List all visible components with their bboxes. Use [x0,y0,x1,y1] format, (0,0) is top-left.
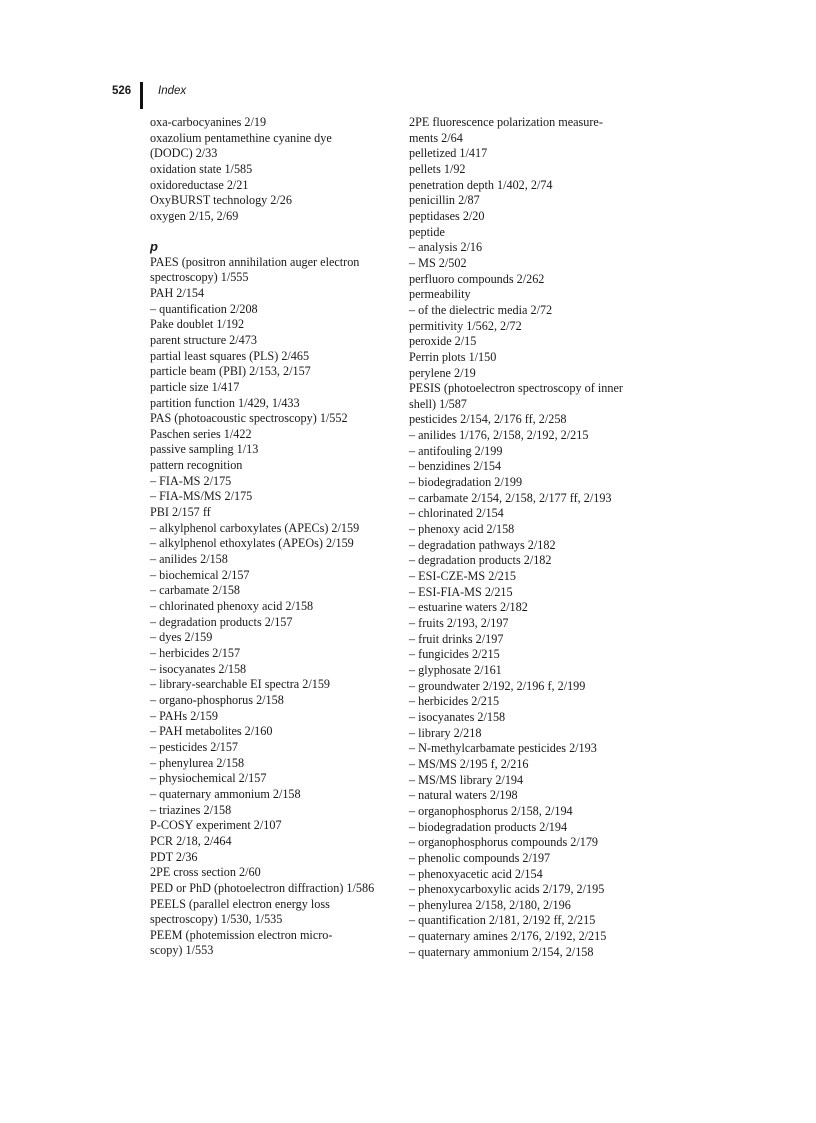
index-entry: PEELS (parallel electron energy loss [150,896,330,911]
section-letter: p [150,238,158,254]
index-entry: PCR 2/18, 2/464 [150,833,232,848]
index-entry: – biodegradation 2/199 [409,475,523,490]
index-entry: – FIA-MS/MS 2/175 [150,489,253,504]
index-entry: – PAHs 2/159 [150,708,218,723]
index-entry: – benzidines 2/154 [409,459,502,474]
index-entry: penicillin 2/87 [409,193,480,208]
running-head: Index [158,85,187,97]
index-entry: PAS (photoacoustic spectroscopy) 1/552 [150,411,348,426]
index-entry: – chlorinated phenoxy acid 2/158 [150,599,314,614]
index-group-o [150,115,400,225]
index-entry: PESIS (photoelectron spectroscopy of inner [409,381,623,396]
index-entry: permeability [409,287,471,302]
index-entry: – herbicides 2/157 [150,646,241,660]
index-entry: – anilides 2/158 [150,552,228,567]
index-entry: – organo-phosphorus 2/158 [150,692,284,707]
index-entry: – MS 2/502 [409,255,467,270]
index-entry: – N-methylcarbamate pesticides 2/193 [409,741,597,756]
index-entry: parent structure 2/473 [150,332,257,347]
index-entry: 2PE cross section 2/60 [150,865,261,880]
index-entry: penetration depth 1/402, 2/74 [409,177,553,192]
index-entry: – natural waters 2/198 [409,788,518,803]
index-entry: PED or PhD (photoelectron diffraction) 1/586 [150,880,375,895]
index-entry: – biodegradation products 2/194 [409,819,568,834]
index-entry: P-COSY experiment 2/107 [150,818,282,833]
page-number: 526 [112,85,132,97]
index-entry: oxa-carbocyanines 2/19 [150,115,267,129]
header-rule [140,82,143,109]
index-entry: – herbicides 2/215 [409,694,500,709]
index-entry: – phenylurea 2/158, 2/180, 2/196 [409,897,571,912]
index-entry: – organophosphorus 2/158, 2/194 [409,803,573,818]
index-entry: perfluoro compounds 2/262 [409,271,545,286]
index-entry: – groundwater 2/192, 2/196 f, 2/199 [409,678,586,693]
index-entry: scopy) 1/553 [150,943,214,958]
index-column-right [409,115,659,960]
index-entry: – triazines 2/158 [150,802,232,817]
index-entry: particle size 1/417 [150,379,240,394]
index-entry: – ESI-CZE-MS 2/215 [409,569,516,584]
index-entry: – dyes 2/159 [150,630,213,645]
index-entry: pellets 1/92 [409,161,466,176]
index-entry: 2PE fluorescence polarization measure- [409,115,603,129]
index-entry: peroxide 2/15 [409,334,477,349]
index-entry: – degradation products 2/182 [409,553,552,568]
index-entry: PEEM (photemission electron micro- [150,927,333,942]
index-group-p-continued [409,115,659,960]
index-entry: Perrin plots 1/150 [409,349,497,364]
index-entry: passive sampling 1/13 [150,442,259,457]
index-entry: particle beam (PBI) 2/153, 2/157 [150,364,311,379]
index-entry: – degradation pathways 2/182 [409,537,556,552]
index-entry: – chlorinated 2/154 [409,506,504,521]
index-entry: – MS/MS library 2/194 [409,772,524,787]
index-entry: – fruit drinks 2/197 [409,631,504,646]
index-entry: shell) 1/587 [409,396,467,411]
index-entry: – biochemical 2/157 [150,567,250,582]
index-entry: – MS/MS 2/195 f, 2/216 [409,756,529,771]
index-entry: – fruits 2/193, 2/197 [409,616,509,630]
index-entry: – organophosphorus compounds 2/179 [409,835,599,850]
index-entry: – alkylphenol ethoxylates (APEOs) 2/159 [150,536,354,551]
index-entry: oxazolium pentamethine cyanine dye [150,130,332,145]
index-entry: spectroscopy) 1/555 [150,270,249,285]
index-entry: pattern recognition [150,458,243,473]
index-entry: – quantification 2/181, 2/192 ff, 2/215 [409,913,596,928]
index-entry: oxidoreductase 2/21 [150,177,249,192]
index-entry: – antifouling 2/199 [409,443,503,458]
index-entry: – anilides 1/176, 2/158, 2/192, 2/215 [409,428,589,443]
index-entry: pesticides 2/154, 2/176 ff, 2/258 [409,412,567,427]
index-entry: – isocyanates 2/158 [409,709,506,724]
index-entry: PAES (positron annihilation auger electron [150,254,360,269]
index-entry: peptidases 2/20 [409,208,485,223]
index-entry: – FIA-MS 2/175 [150,473,232,488]
index-entry: – of the dielectric media 2/72 [409,302,553,317]
index-entry: OxyBURST technology 2/26 [150,193,292,208]
index-entry: permitivity 1/562, 2/72 [409,318,522,333]
index-entry: Paschen series 1/422 [150,426,252,441]
index-entry: – phenoxy acid 2/158 [409,522,515,537]
index-entry: – carbamate 2/158 [150,583,241,598]
index-entry: – glyphosate 2/161 [409,662,502,677]
index-entry: – pesticides 2/157 [150,739,239,754]
index-entry: – quaternary ammonium 2/158 [150,786,301,801]
index-entry: oxidation state 1/585 [150,161,253,176]
index-group-p [150,255,400,960]
index-entry: – phenylurea 2/158 [150,755,245,770]
index-entry: – fungicides 2/215 [409,647,500,662]
index-entry: – phenoxycarboxylic acids 2/179, 2/195 [409,882,605,897]
index-entry: ments 2/64 [409,130,463,145]
index-entry: peptide [409,224,445,239]
index-entry: – quantification 2/208 [150,301,258,316]
index-entry: – library-searchable EI spectra 2/159 [150,677,331,692]
index-entry: partition function 1/429, 1/433 [150,395,300,410]
index-entry: (DODC) 2/33 [150,146,218,161]
index-entry: – estuarine waters 2/182 [409,600,528,615]
index-entry: – library 2/218 [409,725,482,740]
index-entry: PBI 2/157 ff [150,505,211,520]
index-entry: – alkylphenol carboxylates (APECs) 2/159 [150,520,360,535]
index-entry: – isocyanates 2/158 [150,661,247,676]
index-entry: – analysis 2/16 [409,240,483,255]
index-entry: partial least squares (PLS) 2/465 [150,348,310,363]
index-entry: – phenolic compounds 2/197 [409,850,551,865]
index-entry: – PAH metabolites 2/160 [150,724,273,739]
index-entry: – ESI-FIA-MS 2/215 [409,584,513,599]
index-entry: spectroscopy) 1/530, 1/535 [150,912,283,927]
index-entry: oxygen 2/15, 2/69 [150,208,239,223]
index-entry: – quaternary amines 2/176, 2/192, 2/215 [409,929,607,944]
index-entry: – degradation products 2/157 [150,614,293,629]
index-entry: pelletized 1/417 [409,146,488,161]
index-entry: – carbamate 2/154, 2/158, 2/177 ff, 2/193 [409,490,612,505]
index-entry: PAH 2/154 [150,285,205,300]
index-entry: – phenoxyacetic acid 2/154 [409,866,543,881]
index-column-left [150,115,400,959]
index-entry: perylene 2/19 [409,365,476,380]
index-entry: Pake doublet 1/192 [150,317,245,332]
index-entry: – quaternary ammonium 2/154, 2/158 [409,944,594,959]
index-entry: – physiochemical 2/157 [150,771,267,786]
index-entry: PDT 2/36 [150,849,198,864]
